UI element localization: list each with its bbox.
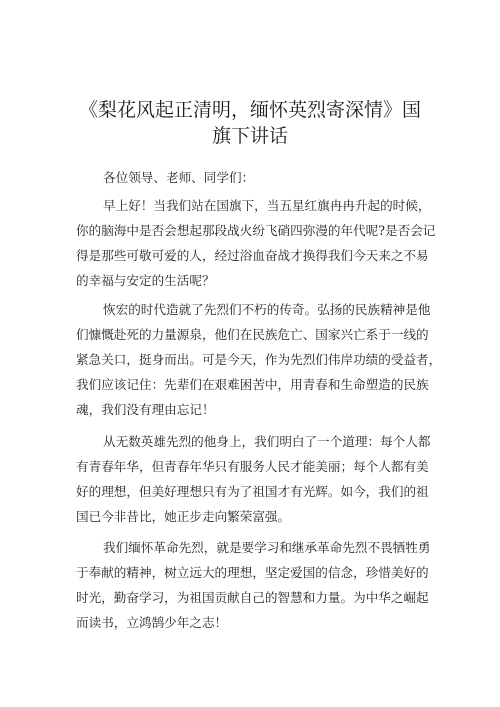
- paragraph-1-line-2: 你的脑海中是否会想起那段战火纷飞硝四弥漫的年代呢?是否会记: [76, 223, 436, 238]
- paragraph-1-line-4: 的幸福与安定的生活呢？: [76, 273, 215, 288]
- salutation: 各位领导、老师、同学们：: [103, 170, 255, 185]
- paragraph-4-line-3: 时光，勤奋学习，为祖国贡献自己的智慧和力量。为中华之崛起: [76, 590, 429, 605]
- paragraph-2-line-4: 我们应该记住：先辈们在艰难困苦中，用青春和生命塑造的民族: [76, 377, 429, 392]
- document-title-line-2: 旗下讲话: [211, 125, 288, 147]
- paragraph-4-line-4: 而读书，立鸿鹄少年之志！: [76, 615, 228, 630]
- paragraph-3-line-2: 有青春年华，但青春年华只有服务人民才能美丽；每个人都有美: [76, 459, 429, 474]
- paragraph-2-line-1: 恢宏的时代造就了先烈们不朽的传奇。弘扬的民族精神是他: [103, 302, 431, 317]
- document-title-line-1: 《梨花风起正清明，缅怀英烈寄深情》国: [78, 99, 421, 121]
- paragraph-3-line-1: 从无数英雄先烈的他身上，我们明白了一个道理：每个人都: [103, 434, 431, 449]
- paragraph-4-line-2: 于奉献的精神，树立远大的理想，坚定爱国的信念，珍惜美好的: [76, 565, 429, 580]
- paragraph-3-line-4: 国已今非昔比，她正步走向繁荣富强。: [76, 509, 291, 524]
- paragraph-2-line-2: 们慷慨赴死的力量源泉，他们在民族危亡、国家兴亡系于一线的: [76, 327, 429, 342]
- paragraph-2-line-3: 紧急关口，挺身而出。可是今天，作为先烈们伟岸功绩的受益者，: [76, 352, 442, 367]
- paragraph-3-line-3: 好的理想，但美好理想只有为了祖国才有光辉。如今，我们的祖: [76, 484, 429, 499]
- paragraph-1-line-3: 得是那些可敬可爱的人，经过浴血奋战才换得我们今天来之不易: [76, 248, 429, 263]
- paragraph-2-line-5: 魂，我们没有理由忘记！: [76, 402, 215, 417]
- paragraph-1-line-1: 早上好！当我们站在国旗下，当五星红旗冉冉升起的时候，: [103, 198, 431, 213]
- paragraph-4-line-1: 我们缅怀革命先烈，就是要学习和继承革命先烈不畏牺牲勇: [103, 540, 431, 555]
